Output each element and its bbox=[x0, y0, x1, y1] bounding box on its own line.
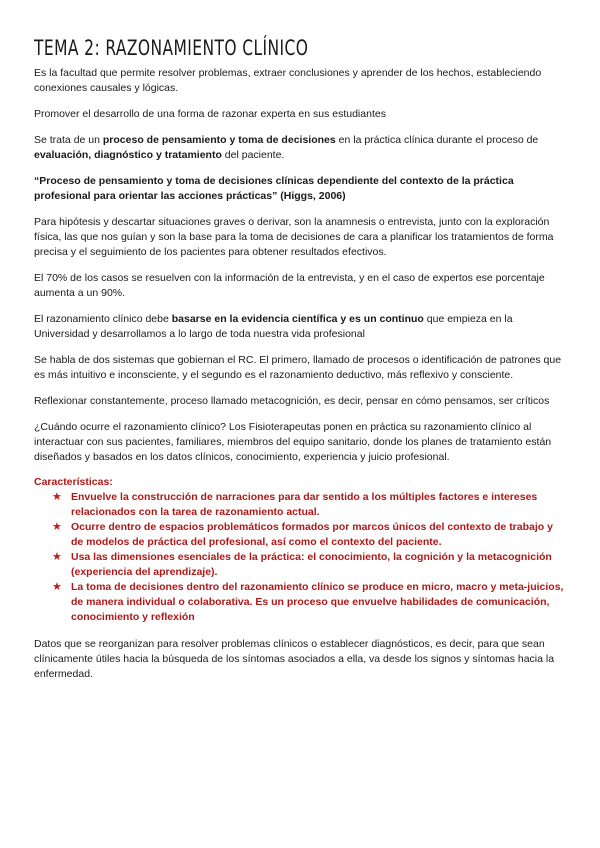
text-run: Se trata de un bbox=[34, 134, 103, 146]
list-item-text: Envuelve la construcción de narraciones para dar sentido a los múltiples factores e intereses relacionados con la tarea de razonamiento actual. bbox=[71, 491, 538, 518]
quote-paragraph: “Proceso de pensamiento y toma de decisiones clínicas dependiente del contexto de la práctica profesional para orientar las acciones prácticas” (Higgs, 2006) bbox=[34, 175, 514, 202]
list-item bbox=[52, 580, 564, 625]
text-run: del paciente. bbox=[221, 149, 285, 161]
bold-run: evaluación, diagnóstico y tratamiento bbox=[34, 149, 222, 161]
text-run: que empieza en la Universidad y desarrollamos a lo largo de toda nuestra vida profesional bbox=[34, 313, 513, 340]
process-paragraph bbox=[34, 133, 564, 163]
goal-paragraph: Promover el desarrollo de una forma de razonar experta en sus estudiantes bbox=[34, 108, 386, 120]
list-item-text: Ocurre dentro de espacios problemáticos formados por marcos únicos del contexto de trabajo y de modelos de práctica del profesional, así como el contexto del paciente. bbox=[71, 521, 553, 548]
list-item-text: La toma de decisiones dentro del razonamiento clínico se produce en micro, macro y meta-juicios, de manera individual o colaborativa. Es un proceso que envuelve habilidades de comunicación, conocimiento y reflexión bbox=[71, 581, 564, 623]
definition-paragraph: Es la facultad que permite resolver problemas, extraer conclusiones y aprender de los hechos, estableciendo conexiones causales y lógicas. bbox=[34, 67, 542, 94]
star-icon: ★ bbox=[52, 551, 62, 563]
evidence-paragraph bbox=[34, 312, 564, 342]
text-run: El razonamiento clínico debe bbox=[34, 313, 172, 325]
star-icon: ★ bbox=[52, 521, 62, 533]
when-paragraph: ¿Cuándo ocurre el razonamiento clínico? Los Fisioterapeutas ponen en práctica su razonamiento clínico al interactuar con sus pacientes, familiares, miembros del equipo sanitario, donde los planes de tratamiento están diseñados y basados en los datos clínicos, conocimiento, experiencia y juicio profesional. bbox=[34, 421, 552, 463]
characteristics-heading: Características: bbox=[34, 476, 113, 488]
list-item bbox=[52, 520, 564, 550]
bold-run: proceso de pensamiento y toma de decisiones bbox=[102, 134, 336, 146]
page-title: TEMA 2: RAZONAMIENTO CLÍNICO bbox=[34, 36, 309, 60]
data-paragraph: Datos que se reorganizan para resolver problemas clínicos o establecer diagnósticos, es decir, para que sean clínicamente útiles hacia la búsqueda de los síntomas asociados a ella, va desde los signos y síntomas hacia la enfermedad. bbox=[34, 638, 555, 680]
list-item bbox=[52, 490, 564, 520]
hypothesis-paragraph: Para hipótesis y descartar situaciones graves o derivar, son la anamnesis o entrevista, junto con la exploración física, las que nos guían y son la base para la toma de decisiones de cara a planificar los tratamientos de forma precisa y el seguimiento de los pacientes para obtener resultados efectivos. bbox=[34, 216, 554, 258]
list-item-text: Usa las dimensiones esenciales de la práctica: el conocimiento, la cognición y la metacognición (experiencia del aprendizaje). bbox=[71, 551, 552, 578]
star-icon: ★ bbox=[52, 581, 62, 593]
text-run: en la práctica clínica durante el proceso de bbox=[335, 134, 539, 146]
metacognition-paragraph: Reflexionar constantemente, proceso llamado metacognición, es decir, pensar en cómo pensamos, ser críticos bbox=[34, 395, 550, 407]
statistics-paragraph: El 70% de los casos se resuelven con la información de la entrevista, y en el caso de expertos ese porcentaje aumenta a un 90%. bbox=[34, 272, 545, 299]
bold-run: basarse en la evidencia científica y es un continuo bbox=[171, 313, 424, 325]
systems-paragraph: Se habla de dos sistemas que gobiernan el RC. El primero, llamado de procesos o identificación de patrones que es más intuitivo e inconsciente, y el segundo es el razonamiento deductivo, más reflexivo y consciente. bbox=[34, 354, 562, 381]
star-icon: ★ bbox=[52, 491, 62, 503]
characteristics-list bbox=[34, 490, 564, 625]
list-item bbox=[52, 550, 564, 580]
